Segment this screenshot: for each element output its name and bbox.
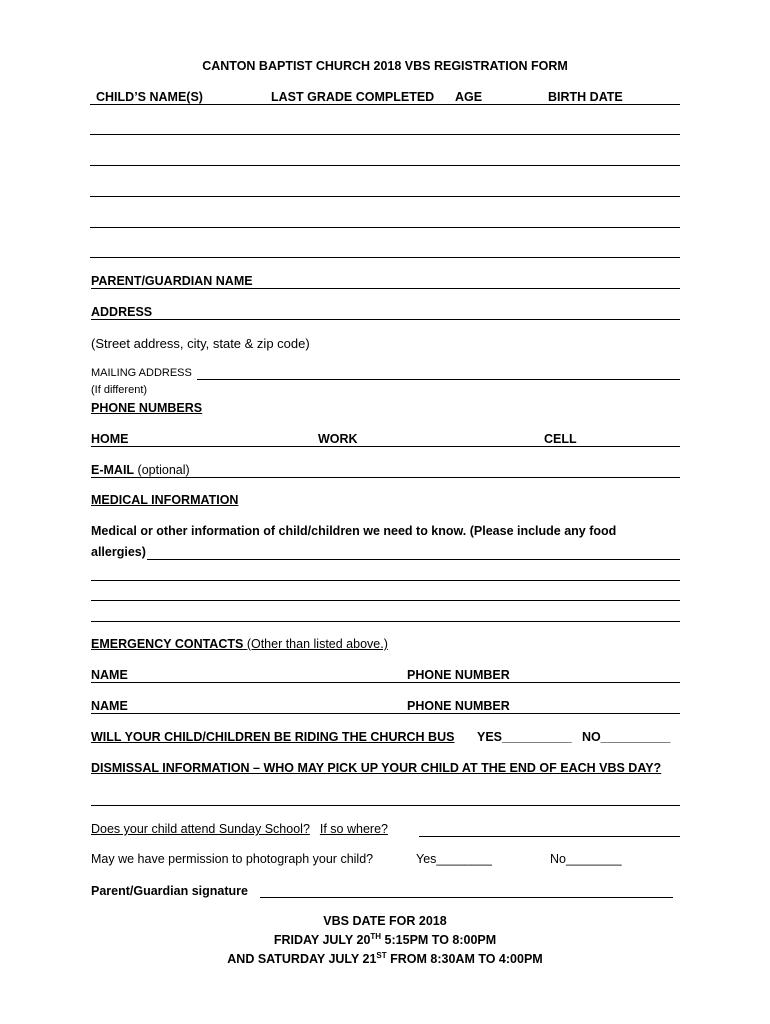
work-label: WORK <box>318 432 358 446</box>
child-line-4[interactable] <box>90 227 680 228</box>
emergency-contacts-group <box>91 637 388 652</box>
dismissal-question: DISMISSAL INFORMATION – WHO MAY PICK UP YOUR CHILD AT THE END OF EACH VBS DAY? <box>91 761 662 775</box>
mailing-address-hint: (If different) <box>91 384 148 396</box>
birth-date-header: BIRTH DATE <box>548 90 623 104</box>
address-hint: (Street address, city, state & zip code) <box>91 336 310 351</box>
photo-question: May we have permission to photograph your child? <box>91 852 374 866</box>
emergency-contacts-note: (Other than listed above.) <box>246 637 388 651</box>
cell-label: CELL <box>544 432 577 446</box>
mailing-address-label: MAILING ADDRESS <box>91 367 192 379</box>
dismissal-line[interactable] <box>91 805 680 806</box>
address-line[interactable] <box>91 319 680 320</box>
childs-name-header: CHILD’S NAME(S) <box>96 90 203 104</box>
email-optional: (optional) <box>137 463 190 477</box>
phone-line[interactable] <box>91 446 680 447</box>
medical-line-4[interactable] <box>91 621 680 622</box>
home-label: HOME <box>91 432 129 446</box>
bus-no[interactable]: NO__________ <box>582 730 671 744</box>
sunday-school-line[interactable] <box>419 836 680 837</box>
emergency-phone-label-2: PHONE NUMBER <box>407 699 510 713</box>
medical-line-3[interactable] <box>91 600 680 601</box>
child-line-2[interactable] <box>90 165 680 166</box>
child-line-1[interactable] <box>90 134 680 135</box>
vbs-saturday <box>0 952 770 967</box>
bus-question: WILL YOUR CHILD/CHILDREN BE RIDING THE CHURCH BUS <box>91 730 455 744</box>
last-grade-header: LAST GRADE COMPLETED <box>271 90 435 104</box>
emergency-line-2[interactable] <box>91 713 680 714</box>
header-underline <box>90 104 680 105</box>
signature-label: Parent/Guardian signature <box>91 884 248 898</box>
child-line-5[interactable] <box>90 257 680 258</box>
vbs-friday-suffix: 5:15PM TO 8:00PM <box>381 933 497 947</box>
vbs-friday <box>0 933 770 948</box>
phone-numbers-label: PHONE NUMBERS <box>91 401 203 415</box>
email-label-group <box>91 463 190 478</box>
sunday-school-question: Does your child attend Sunday School? <box>91 822 310 836</box>
vbs-friday-prefix: FRIDAY JULY 20 <box>273 933 371 947</box>
bus-yes[interactable]: YES__________ <box>477 730 572 744</box>
email-line[interactable] <box>91 477 680 478</box>
sunday-school-where: If so where? <box>319 822 388 836</box>
email-label: E-MAIL <box>91 463 135 477</box>
vbs-saturday-sup: ST <box>376 950 387 960</box>
address-label: ADDRESS <box>91 305 153 319</box>
signature-line[interactable] <box>260 897 673 898</box>
parent-guardian-line[interactable] <box>91 288 680 289</box>
emergency-name-label-2: NAME <box>91 699 128 713</box>
vbs-date-heading: VBS DATE FOR 2018 <box>323 914 447 928</box>
child-line-3[interactable] <box>90 196 680 197</box>
vbs-saturday-prefix: AND SATURDAY JULY 21 <box>227 952 377 966</box>
sunday-school-group <box>91 822 388 837</box>
emergency-name-label-1: NAME <box>91 668 128 682</box>
form-title: CANTON BAPTIST CHURCH 2018 VBS REGISTRATION FORM <box>202 59 568 73</box>
medical-prompt-line-2: allergies) <box>91 545 146 559</box>
photo-no[interactable]: No________ <box>550 852 622 866</box>
photo-yes[interactable]: Yes________ <box>416 852 493 866</box>
emergency-contacts-label: EMERGENCY CONTACTS <box>91 637 244 651</box>
mailing-address-line[interactable] <box>197 379 680 380</box>
emergency-line-1[interactable] <box>91 682 680 683</box>
vbs-saturday-suffix: FROM 8:30AM TO 4:00PM <box>386 952 543 966</box>
parent-guardian-label: PARENT/GUARDIAN NAME <box>91 274 253 288</box>
medical-information-label: MEDICAL INFORMATION <box>91 493 239 507</box>
medical-line-2[interactable] <box>91 580 680 581</box>
vbs-friday-sup: TH <box>370 931 382 941</box>
age-header: AGE <box>455 90 483 104</box>
medical-line-1[interactable] <box>147 559 680 560</box>
emergency-phone-label-1: PHONE NUMBER <box>407 668 510 682</box>
medical-prompt-line-1: Medical or other information of child/children we need to know. (Please include any food <box>91 524 617 538</box>
